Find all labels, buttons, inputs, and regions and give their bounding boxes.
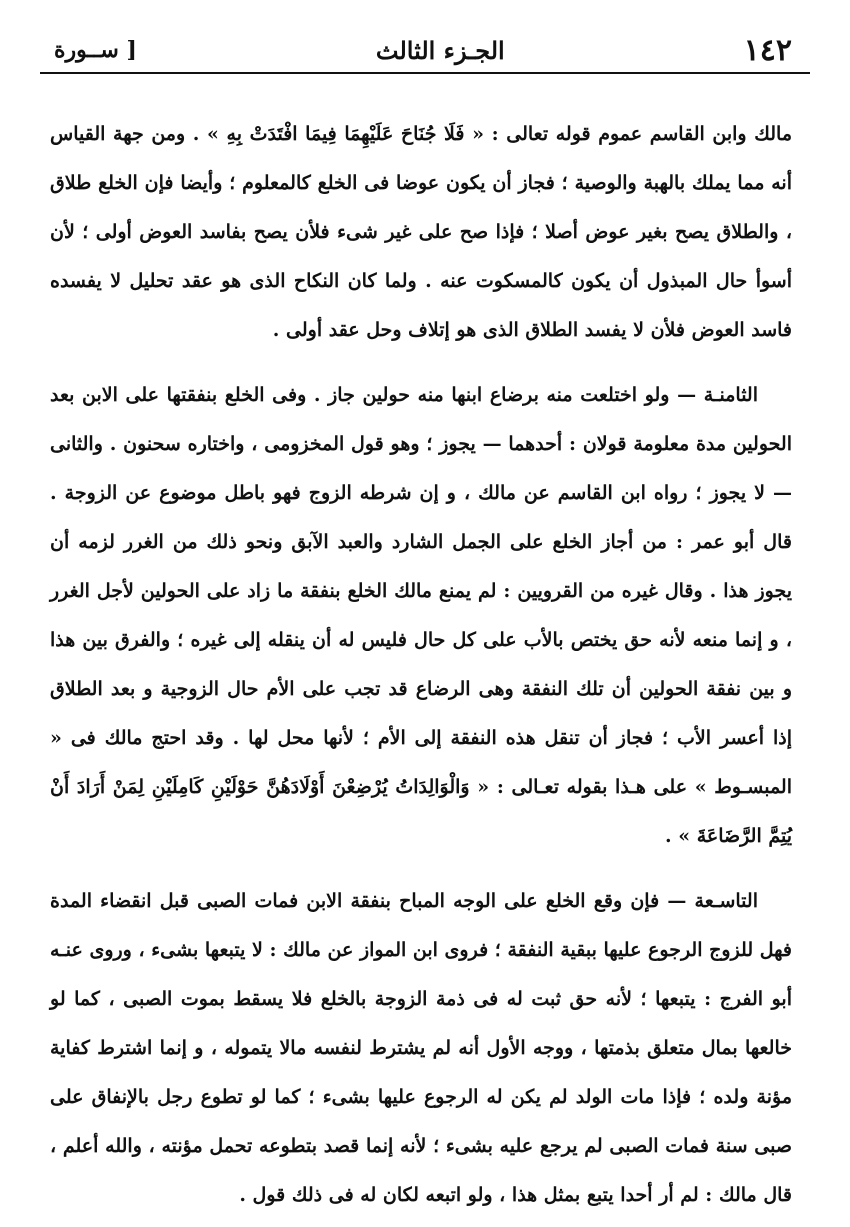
surah-label: [ ســورة — [54, 37, 137, 63]
paragraph-ninth-issue: التاسـعة — فإن وقع الخلع على الوجه المباح بنفقة الابن فمات الصبى قبل انقضاء المدة فهل للزوج الرجوع عليها ببقية النفقة ؛ فروى ابن المواز عن مالك : لا يتبعها بشىء ، وروى عنـه أبو الفرج : يتبعها ؛ لأنه حق ثبت له فى ذمة الزوجة بالخلع فلا يسقط بموت الصبى ، كما لو خالعها بمال متعلق بذمتها ، ووجه الأول أنه لم يشترط لنفسه مالا يتموله ، و إنما اشترط كفاية مؤنة ولده ؛ فإذا مات الولد لم يكن له الرجوع عليها بشىء ؛ كما لو تطوع رجل بالإنفاق على صبى سنة فمات الصبى لم يرجع عليه بشىء ؛ لأنه إنما قصد بتطوعه تحمل مؤنته ، والله أعلم ، قال مالك : لم أر أحدا يتبع بمثل هذا ، ولو اتبعه لكان له فى ذلك قول . — [50, 890, 792, 1206]
page-number: ١٤٢ — [743, 32, 792, 68]
page-body — [50, 110, 792, 1220]
paragraph-eighth-issue: الثامنـة — ولو اختلعت منه برضاع ابنها منه حولين جاز . وفى الخلع بنفقتها على الابن بعد الحولين مدة معلومة قولان : أحدهما — يجوز ؛ وهو قول المخزومى ، واختاره سحنون . والثانى — لا يجوز ؛ رواه ابن القاسم عن مالك ، و إن شرطه الزوج فهو باطل موضوع عن الزوجة . قال أبو عمر : من أجاز الخلع على الجمل الشارد والعبد الآبق ونحو ذلك من الغرر لزمه أن يجوز هذا . وقال غيره من القرويين : لم يمنع مالك الخلع بنفقة ما زاد على الحولين لأجل الغرر ، و إنما منعه لأنه حق يختص بالأب على كل حال فليس له أن ينقله إلى غيره ؛ والفرق بين هذا و بين نفقة الحولين أن تلك النفقة وهى الرضاع قد تجب على الأم حال الزوجية و بعد الطلاق إذا أعسر الأب ؛ فجاز أن تنقل هذه النفقة إلى الأم ؛ لأنها محل لها . وقد احتج مالك فى « المبسـوط » على هـذا بقوله تعـالى : « وَالْوَالِدَاتُ يُرْضِعْنَ أَوْلَادَهُنَّ حَوْلَيْنِ كَامِلَيْنِ لِمَنْ أَرَادَ أَنْ يُتِمَّ الرَّضَاعَةَ » . — [50, 384, 792, 847]
running-title: الجـزء الثالث — [375, 35, 505, 65]
paragraph-continuation: مالك وابن القاسم عموم قوله تعالى : « فَلَا جُنَاحَ عَلَيْهِمَا فِيمَا افْتَدَتْ بِهِ » . ومن جهة القياس أنه مما يملك بالهبة والوصية ؛ فجاز أن يكون عوضا فى الخلع كالمعلوم ؛ وأيضا فإن الخلع طلاق ، والطلاق يصح بغير عوض أصلا ؛ فإذا صح على غير شىء فلأن يصح بفاسد العوض أولى ؛ لأن أسوأ حال المبذول أن يكون كالمسكوت عنه . ولما كان النكاح الذى هو عقد تحليل لا يفسده فاسد العوض فلأن لا يفسد الطلاق الذى هو إتلاف وحل عقد أولى . — [50, 123, 792, 341]
page-header — [40, 28, 810, 74]
